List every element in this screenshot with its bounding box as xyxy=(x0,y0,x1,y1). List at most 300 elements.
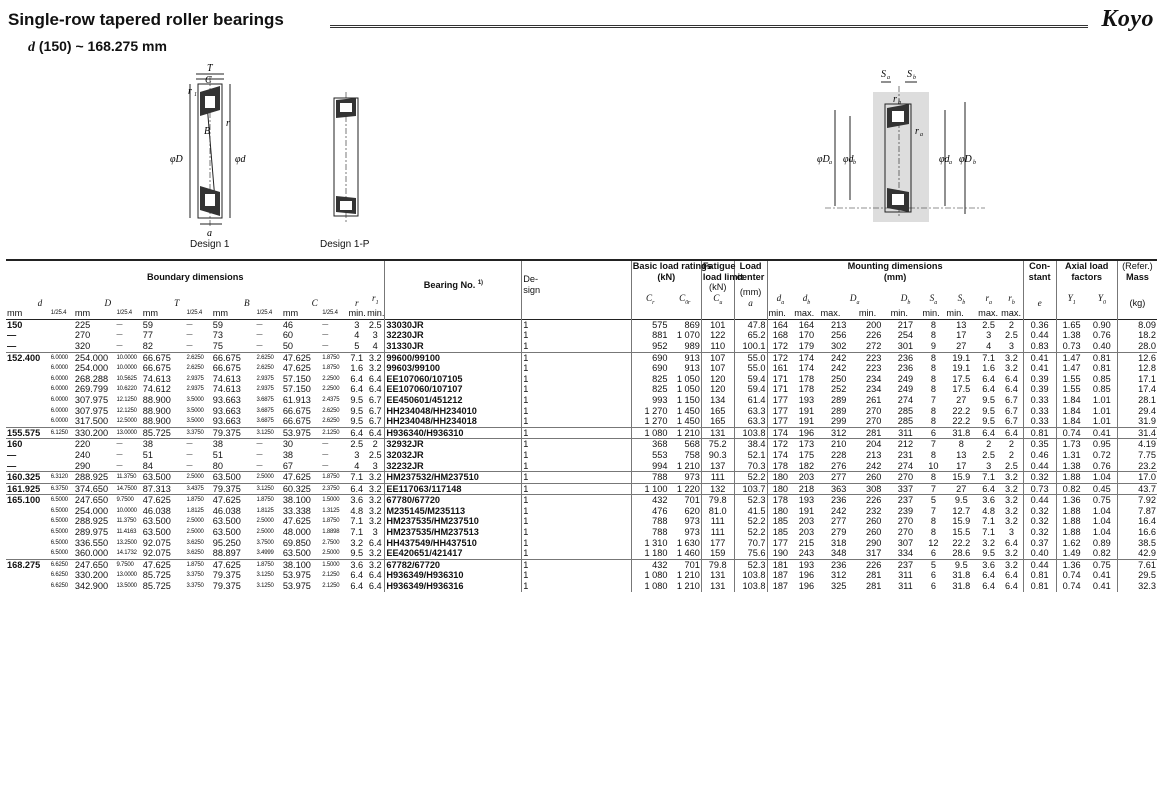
hdr-unit-mm: mm xyxy=(212,308,229,319)
cell-a: 55.0 xyxy=(734,363,767,374)
hdr-min: min. xyxy=(348,308,366,319)
cell-B: 63.500 xyxy=(212,516,241,527)
hdr-max: max. xyxy=(820,308,841,319)
cell-Sb: 15.9 xyxy=(952,516,971,527)
cell-B: 38 xyxy=(212,439,256,450)
hdr-bearing-no-sup: 1) xyxy=(477,280,483,287)
cell-cr: 788 xyxy=(631,472,668,484)
cell-y0: 0.89 xyxy=(1092,537,1111,548)
cell-mass: 7.61 xyxy=(1117,559,1157,570)
cell-a: 38.4 xyxy=(734,439,767,450)
cell-Sa: 8 xyxy=(930,416,936,427)
cell-cu: 75.2 xyxy=(701,439,734,450)
hdr-min: min. xyxy=(946,308,964,319)
cell-y1: 1.84 xyxy=(1056,416,1087,427)
cell-Ti: 3.6250 xyxy=(186,539,204,546)
cell-D: 288.925 xyxy=(74,516,109,527)
cell-cu: 110 xyxy=(701,341,734,352)
cell-Db: 311 xyxy=(890,427,922,439)
cell-T: 88.900 xyxy=(142,394,171,405)
cell-a: 61.4 xyxy=(734,395,767,406)
hdr-d: d xyxy=(37,297,43,308)
cell-d: 160.325 xyxy=(6,472,50,484)
cell-d xyxy=(6,406,50,417)
cell-da: 168 xyxy=(767,330,793,341)
cell-D: 360.000 xyxy=(74,548,109,559)
cell-ra: 3.6 xyxy=(977,559,1000,570)
cell-d: 165.100 xyxy=(6,495,50,506)
cell-T: 47.625 xyxy=(142,495,186,506)
hdr-unit-mm: mm xyxy=(74,308,91,319)
cell-Sa: 12 xyxy=(928,537,939,548)
hdr-cu xyxy=(701,282,734,308)
design-1-label: Design 1 xyxy=(190,239,230,250)
cell-Sb: 17.5 xyxy=(952,373,971,384)
cell-ra: 4.8 xyxy=(982,505,996,516)
hdr-cr xyxy=(631,282,668,308)
cell-cu: 120 xyxy=(701,374,734,385)
cell-y1: 1.88 xyxy=(1056,527,1087,538)
cell-rb: 3 xyxy=(1008,527,1014,538)
cell-db: 170 xyxy=(798,330,815,341)
cell-a: 59.4 xyxy=(734,374,767,385)
cell-Di: — xyxy=(116,342,123,349)
cell-d xyxy=(6,548,50,559)
cell-rb: 3 xyxy=(1008,340,1014,351)
table-row xyxy=(6,416,1157,427)
cell-T: 66.675 xyxy=(142,363,171,374)
cell-db: 191 xyxy=(798,405,815,416)
hdr-m-Db-text: D xyxy=(900,292,908,303)
table-row xyxy=(6,570,1157,581)
cell-Ci: 2.6250 xyxy=(322,407,340,414)
cell-y0: 0.85 xyxy=(1092,384,1111,395)
cell-r: 7.1 xyxy=(347,352,366,363)
cell-cr: 1 310 xyxy=(631,538,668,549)
cell-Sa: 6 xyxy=(930,570,936,581)
cell-des: 1 xyxy=(522,374,631,385)
hdr-bearing-no xyxy=(385,260,522,308)
cell-B: 93.663 xyxy=(212,405,241,416)
title-rule xyxy=(330,25,1088,28)
cell-di xyxy=(50,461,74,472)
cell-r1: 6.4 xyxy=(368,384,382,395)
hdr-r1-sub: 1 xyxy=(375,299,379,306)
cell-r1: 3.2 xyxy=(366,559,385,570)
cell-Da2: 281 xyxy=(858,427,890,439)
cell-cu: 122 xyxy=(701,330,734,341)
cell-D: 225 xyxy=(74,319,91,330)
cell-T: 74.612 xyxy=(142,384,171,395)
cell-Di: 13.2500 xyxy=(116,539,137,546)
cell-Bi: 3.7500 xyxy=(256,539,274,546)
cell-di: 6.0000 xyxy=(50,365,68,372)
label-Sb: S xyxy=(907,69,912,80)
cell-T: 92.075 xyxy=(142,548,171,559)
cell-C: 33.338 xyxy=(282,505,311,516)
cell-ra: 6.4 xyxy=(977,483,1000,495)
cell-y1: 1.38 xyxy=(1056,330,1087,341)
cell-Di: 11.3750 xyxy=(115,472,141,484)
cell-r: 3.6 xyxy=(347,559,366,570)
table-row xyxy=(6,374,1157,385)
cell-a: 100.1 xyxy=(734,341,767,352)
cell-c0r: 1 630 xyxy=(676,537,700,548)
cell-ra: 3.6 xyxy=(977,495,1000,506)
cell-B: 63.500 xyxy=(212,472,256,484)
cell-Ti: — xyxy=(186,332,193,339)
cell-y1: 1.49 xyxy=(1056,548,1087,559)
hdr-m-Sb-text: S xyxy=(957,292,963,303)
cell-y1: 0.74 xyxy=(1056,570,1087,581)
cell-c0r: 1 070 xyxy=(676,330,700,341)
cell-r1: 2.5 xyxy=(368,449,382,460)
hdr-min: min. xyxy=(767,308,793,319)
cell-da: 178 xyxy=(767,461,793,472)
cell-C: 53.975 xyxy=(282,581,311,592)
cell-a: 103.8 xyxy=(734,581,767,592)
design-1p-label: Design 1-P xyxy=(320,239,370,250)
cell-des: 1 xyxy=(522,395,631,406)
cell-Di: 10.0000 xyxy=(116,507,137,514)
cell-d xyxy=(6,363,50,374)
label-C: C xyxy=(205,75,212,86)
cell-rb: 6.7 xyxy=(1005,394,1018,405)
cell-Sa: 8 xyxy=(930,373,936,384)
cell-C: 38.100 xyxy=(282,495,321,506)
cell-Bi: 3.6875 xyxy=(256,396,274,403)
cell-des: 1 xyxy=(522,406,631,417)
cell-di: 6.1250 xyxy=(50,427,74,439)
cell-Db: 307 xyxy=(897,537,914,548)
cell-des: 1 xyxy=(522,527,631,538)
cell-cr: 1 080 xyxy=(631,581,668,592)
cell-e: 0.44 xyxy=(1023,330,1056,341)
cell-db: 193 xyxy=(793,495,819,506)
cell-y1: 1.47 xyxy=(1056,352,1087,363)
cell-Sb: 22.2 xyxy=(952,416,971,427)
cell-T: 85.725 xyxy=(142,570,171,581)
cell-db: 174 xyxy=(798,363,815,374)
cell-r1: 6.4 xyxy=(368,537,382,548)
hdr-m-ra-sub: a xyxy=(989,299,992,306)
cell-B: 80 xyxy=(212,460,223,471)
cell-T: 85.725 xyxy=(142,581,171,592)
cell-c0r: 1 050 xyxy=(676,384,700,395)
cell-Db: 270 xyxy=(897,516,914,527)
cell-Da1: 302 xyxy=(831,340,847,351)
hdr-m-db-text: d xyxy=(802,292,808,303)
cell-cu: 101 xyxy=(701,319,734,330)
cell-no: EE107060/107107 xyxy=(385,384,522,395)
cell-no: HH234048/HH234010 xyxy=(385,406,522,417)
cell-D: 307.975 xyxy=(74,405,109,416)
cell-ra: 2.5 xyxy=(982,319,996,330)
cell-Db: 217 xyxy=(897,319,914,330)
cell-Sb: 19.1 xyxy=(945,352,977,363)
cell-d: — xyxy=(7,460,17,471)
cell-Da2: 213 xyxy=(866,449,882,460)
cell-Db: 237 xyxy=(890,559,922,570)
cell-C: 46 xyxy=(282,319,294,330)
cell-r1: 3.2 xyxy=(368,548,382,559)
cell-T: 63.500 xyxy=(142,516,171,527)
cell-r1: 3.2 xyxy=(368,505,382,516)
cell-r: 9.5 xyxy=(350,416,364,427)
cell-cr: 1 180 xyxy=(631,548,668,559)
cell-da: 180 xyxy=(767,472,793,484)
hdr-basic xyxy=(631,260,712,282)
cell-cu: 177 xyxy=(701,538,734,549)
cell-e: 0.37 xyxy=(1023,538,1056,549)
cell-Di: 9.7500 xyxy=(115,559,141,570)
cell-Da1: 289 xyxy=(831,394,847,405)
cell-y1: 1.84 xyxy=(1056,395,1087,406)
cell-y1: 1.65 xyxy=(1056,319,1087,330)
cell-des: 1 xyxy=(522,516,631,527)
hdr-m-da xyxy=(767,282,793,308)
cell-di: 6.0000 xyxy=(50,418,68,425)
cell-cu: 107 xyxy=(701,352,734,363)
cell-T: 38 xyxy=(142,439,186,450)
cell-Ci: 1.3125 xyxy=(322,507,340,514)
cell-T: 84 xyxy=(142,460,153,471)
cell-Da2: 261 xyxy=(866,394,882,405)
cell-r1: 3 xyxy=(372,330,378,341)
cell-r1: 6.4 xyxy=(366,427,385,439)
cell-e: 0.39 xyxy=(1023,384,1056,395)
cell-D: 254.000 xyxy=(74,363,109,374)
table-row xyxy=(6,483,1157,495)
cell-C: 57.150 xyxy=(282,384,311,395)
cell-Sb: 27 xyxy=(956,394,967,405)
cell-mass: 31.9 xyxy=(1117,416,1157,427)
cell-y1: 1.55 xyxy=(1056,384,1087,395)
cell-db: 196 xyxy=(798,570,815,581)
cell-d xyxy=(6,538,50,549)
hdr-blank xyxy=(701,308,734,319)
cell-B: 63.500 xyxy=(212,527,241,538)
cell-Bi: 1.8750 xyxy=(256,559,282,570)
cell-Ci: 1.8750 xyxy=(321,472,347,484)
cell-D: 254.000 xyxy=(74,505,109,516)
cell-T: 77 xyxy=(142,330,153,341)
hdr-fat-3: (kN) xyxy=(709,282,727,293)
hdr-m-Sb xyxy=(945,282,977,308)
hdr-c0r xyxy=(668,282,701,308)
cell-y1: 0.74 xyxy=(1056,581,1087,592)
cell-Sb: 15.9 xyxy=(945,472,977,484)
hdr-m-Da xyxy=(820,282,890,308)
cell-db: 203 xyxy=(793,472,819,484)
cell-Di: 12.5000 xyxy=(116,418,137,425)
cell-e: 0.44 xyxy=(1023,461,1056,472)
cell-r: 7.1 xyxy=(347,472,366,484)
cell-mass: 4.19 xyxy=(1117,439,1157,450)
cell-rb: 2 xyxy=(1000,439,1023,450)
cell-da: 164 xyxy=(767,319,793,330)
cell-mass: 38.5 xyxy=(1117,538,1157,549)
cell-a: 52.3 xyxy=(734,559,767,570)
hdr-lc-3: (mm) xyxy=(739,287,762,298)
hdr-unit-inch: 1/25.4 xyxy=(116,310,132,317)
cell-Sa: 5 xyxy=(921,495,945,506)
cell-T: 63.500 xyxy=(142,527,171,538)
cell-db: 191 xyxy=(798,505,815,516)
cell-Da2: 223 xyxy=(858,352,890,363)
hdr-m-Da-sub: a xyxy=(856,299,860,306)
cell-d: 160 xyxy=(6,439,50,450)
cell-Di: 12.1250 xyxy=(116,407,137,414)
hdr-m-Sb-sub: b xyxy=(962,299,965,306)
cell-des: 1 xyxy=(522,472,631,484)
cell-des: 1 xyxy=(522,330,631,341)
cell-y0: 1.01 xyxy=(1092,394,1111,405)
cell-Db: 337 xyxy=(890,483,922,495)
cell-rb: 3.2 xyxy=(1005,548,1018,559)
cell-B: 74.613 xyxy=(212,384,241,395)
hdr-a xyxy=(734,282,767,308)
cell-Da2: 317 xyxy=(866,548,882,559)
cell-Ti: 2.5000 xyxy=(186,472,212,484)
cell-Da1: 252 xyxy=(831,384,847,395)
cell-r: 9.5 xyxy=(350,405,364,416)
cell-rb: 6.4 xyxy=(1005,581,1018,592)
cell-cu: 137 xyxy=(701,461,734,472)
cell-e: 0.73 xyxy=(1023,483,1056,495)
hdr-unit-inch: 1/25.4 xyxy=(186,310,202,317)
cell-Di: 13.0000 xyxy=(115,427,141,439)
cell-da: 177 xyxy=(767,416,793,427)
hdr-T: T xyxy=(174,297,180,308)
cell-Sa: 8 xyxy=(921,352,945,363)
cell-des: 1 xyxy=(522,384,631,395)
cell-Ti: — xyxy=(186,342,193,349)
cell-Sa: 8 xyxy=(930,319,936,330)
cell-Di: — xyxy=(116,321,123,328)
cell-Da1: 210 xyxy=(820,439,858,450)
cell-da: 181 xyxy=(767,559,793,570)
cell-Ci: — xyxy=(322,462,329,469)
cell-B: 59 xyxy=(212,319,223,330)
cell-D: 342.900 xyxy=(74,581,109,592)
label-r1-sub: 1 xyxy=(194,92,197,98)
cell-rb: 3.2 xyxy=(1005,516,1018,527)
cell-e: 0.83 xyxy=(1023,341,1056,352)
cell-Ci: 2.4375 xyxy=(322,396,340,403)
cell-Db: 270 xyxy=(897,527,914,538)
cell-Sa: 10 xyxy=(928,460,939,471)
cell-a: 55.0 xyxy=(734,352,767,363)
cell-Sa: 7 xyxy=(930,394,936,405)
cell-cu: 79.8 xyxy=(701,559,734,570)
cell-a: 52.2 xyxy=(734,516,767,527)
cell-y1: 1.47 xyxy=(1056,363,1087,374)
hdr-cu-sub: u xyxy=(719,299,723,306)
hdr-mounting xyxy=(767,260,1023,282)
cell-a: 103.8 xyxy=(734,570,767,581)
cell-d xyxy=(6,581,50,592)
cell-Ci: 2.2500 xyxy=(322,386,340,393)
cell-mass: 31.4 xyxy=(1117,427,1157,439)
cell-des: 1 xyxy=(522,341,631,352)
cell-Ti: 2.9375 xyxy=(186,375,204,382)
cell-r: 6.4 xyxy=(350,570,364,581)
cell-r1: 3.2 xyxy=(366,352,385,363)
cell-B: 79.375 xyxy=(212,483,256,495)
cell-T: 66.675 xyxy=(142,352,186,363)
cell-mass: 16.6 xyxy=(1117,527,1157,538)
cell-cu: 131 xyxy=(701,570,734,581)
cell-r: 6.4 xyxy=(347,427,366,439)
cell-di xyxy=(50,450,74,461)
label-Sb-sub: b xyxy=(913,75,916,81)
cell-B: 79.375 xyxy=(212,427,256,439)
cell-cr: 993 xyxy=(631,395,668,406)
cell-cu: 79.8 xyxy=(701,495,734,506)
cell-C: 47.625 xyxy=(282,363,311,374)
cell-Sb: 17 xyxy=(956,460,967,471)
cell-T: 51 xyxy=(142,449,153,460)
cell-D: 330.200 xyxy=(74,427,116,439)
cell-ra: 7.1 xyxy=(977,352,1000,363)
cell-mass: 17.1 xyxy=(1117,374,1157,385)
cell-mass: 7.87 xyxy=(1117,506,1157,517)
cell-D: 289.975 xyxy=(74,527,109,538)
table-row xyxy=(6,516,1157,527)
cell-a: 47.8 xyxy=(734,319,767,330)
cell-no: M235145/M235113 xyxy=(385,506,522,517)
hdr-min: min. xyxy=(890,308,908,319)
cell-Ti: 2.5000 xyxy=(186,518,204,525)
cell-Sa: 9 xyxy=(930,340,936,351)
cell-d: — xyxy=(7,330,17,341)
cell-c0r: 1 210 xyxy=(676,460,700,471)
cell-cu: 165 xyxy=(701,416,734,427)
cell-e: 0.33 xyxy=(1023,406,1056,417)
cell-da: 177 xyxy=(767,538,793,549)
cell-rb: 3.2 xyxy=(1000,495,1023,506)
cell-Bi: — xyxy=(256,321,263,328)
cell-C: 50 xyxy=(282,340,294,351)
cell-e: 0.41 xyxy=(1023,352,1056,363)
cell-d xyxy=(6,384,50,395)
cell-Sb: 31.8 xyxy=(952,570,971,581)
cell-Ci: 1.8898 xyxy=(322,529,340,536)
cell-di: 6.5000 xyxy=(50,550,68,557)
cell-Da1: 256 xyxy=(831,330,847,341)
cell-mass: 12.6 xyxy=(1117,352,1157,363)
cell-r: 7.1 xyxy=(350,516,364,527)
hdr-bearing-no-text: Bearing No. xyxy=(423,280,478,291)
cell-e: 0.36 xyxy=(1023,319,1056,330)
cell-e: 0.81 xyxy=(1023,581,1056,592)
cell-Bi: — xyxy=(256,451,263,458)
cell-cr: 1 080 xyxy=(631,570,668,581)
cell-B: 88.897 xyxy=(212,548,241,559)
hdr-blank xyxy=(668,308,701,319)
cell-di: 6.6250 xyxy=(50,559,74,570)
cell-Sb: 22.2 xyxy=(952,537,971,548)
hdr-m-Db-sub: b xyxy=(907,299,911,306)
cell-C: 47.625 xyxy=(282,516,311,527)
hdr-unit-inch: 1/25.4 xyxy=(256,310,273,317)
cell-Da1: 279 xyxy=(831,527,847,538)
cell-y0: 0.82 xyxy=(1092,548,1111,559)
hdr-y1-text: Y xyxy=(1067,292,1073,303)
hdr-lc-1: Load xyxy=(739,261,762,271)
mounting-diagram xyxy=(815,66,995,226)
